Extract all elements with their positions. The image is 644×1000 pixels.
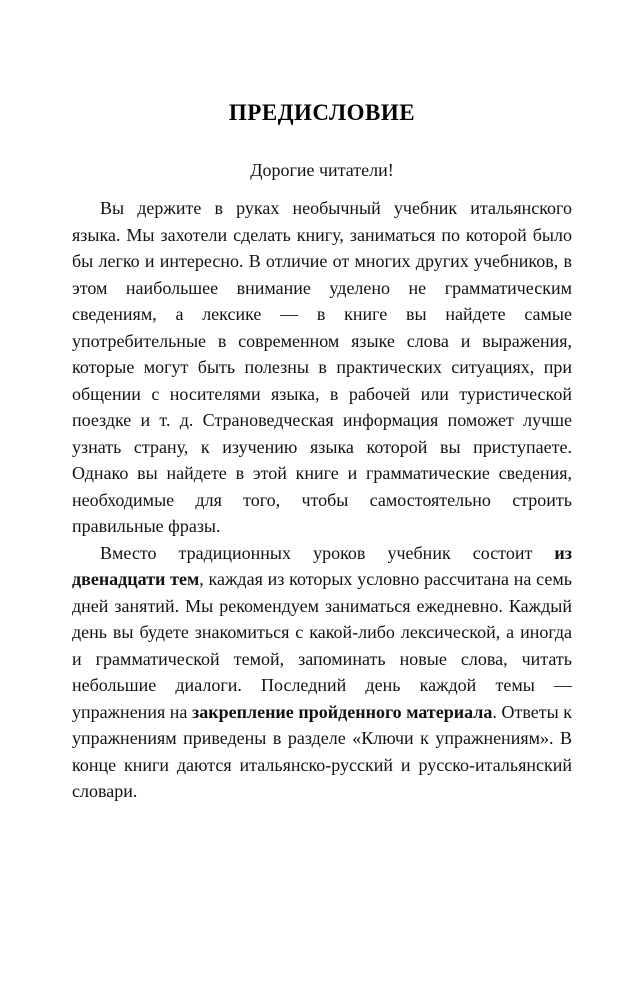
page-title: ПРЕДИСЛОВИЕ [228, 100, 416, 125]
paragraph: Вместо традиционных уроков учебник состоит из двенадцати тем, каждая из которых условно рассчитана на семь дней занятий. Мы рекомендуем заниматься ежедневно. Каждый день вы будете знакомиться с какой-либо лексической, а иногда и грамматической темой, запоминать новые слова, читать небольшие диалоги. Последний день каждой темы — упражнения на закрепление пройденного материала. Ответы к упражнениям приведены в разделе «Ключи к упражнениям». В конце книги даются итальянско-русский и русско-итальянский словари. [72, 542, 572, 801]
body-text [72, 195, 572, 805]
salutation: Дорогие читатели! [250, 160, 394, 180]
paragraph: Вы держите в руках необычный учебник итальянского языка. Мы захотели сделать книгу, заниматься по которой было бы легко и интересно. В отличие от многих других учебников, в этом наибольшее внимание уделено не грамматическим сведениям, а лексике — в книге вы найдете самые употребительные в современном языке слова и выражения, которые могут быть полезны в практических ситуациях, при общении с носителями языка, в рабочей или туристической поездке и т. д. Страноведческая информация поможет лучше узнать страну, к изучению языка которой вы приступаете. Однако вы найдете в этой книге и грамматические сведения, необходимые для того, чтобы самостоятельно строить правильные фразы. [72, 198, 572, 536]
